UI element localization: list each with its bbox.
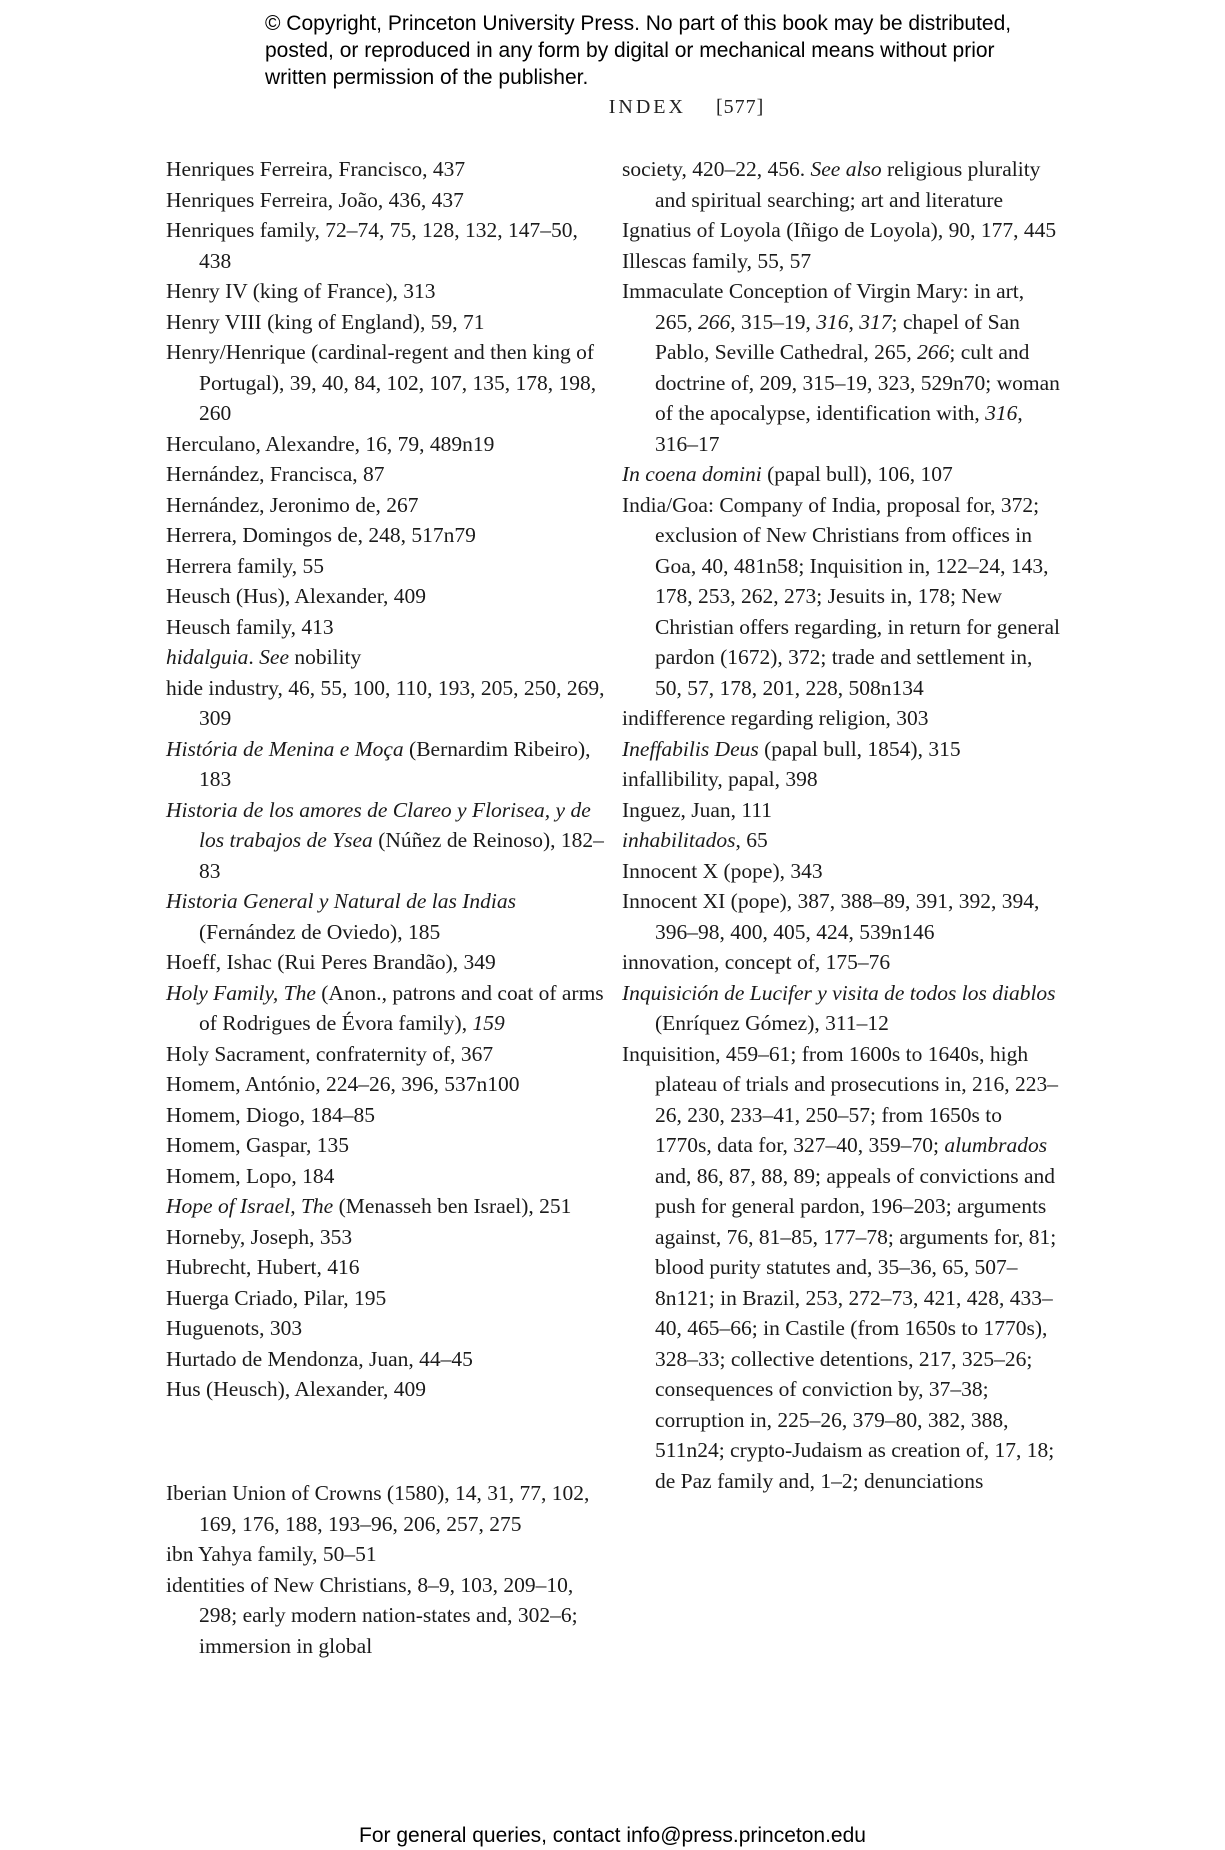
footer-contact: For general queries, contact info@press.princeton.edu xyxy=(359,1824,866,1847)
index-entry: India/Goa: Company of India, proposal for, 372; exclusion of New Christians from offices in Goa, 40, 481n58; Inquisition in, 122–24, 143, 178, 253, 262, 273; Jesuits in, 178; New Christian offers regarding, in return for general pardon (1672), 372; trade and settlement in, 50, 57, 178, 201, 228, 508n134 xyxy=(622,492,1060,700)
index-entry: Holy Family, The (Anon., patrons and coat of arms of Rodrigues de Évora family), 159 xyxy=(166,980,604,1035)
running-head-title: INDEX xyxy=(608,96,686,118)
index-entry: Herrera, Domingos de, 248, 517n79 xyxy=(166,523,476,547)
index-column-right xyxy=(622,154,1062,1496)
index-entry: society, 420–22, 456. See also religious plurality and spiritual searching; art and literature xyxy=(622,157,1041,212)
index-entry: Historia de los amores de Clareo y Florisea, y de los trabajos de Ysea (Núñez de Reinoso), 182–83 xyxy=(166,797,604,883)
index-entry: Holy Sacrament, confraternity of, 367 xyxy=(166,1041,494,1066)
index-entry: Illescas family, 55, 57 xyxy=(622,248,812,273)
index-entry: Homem, Diogo, 184–85 xyxy=(166,1102,376,1127)
index-entry: Inquisition, 459–61; from 1600s to 1640s, high plateau of trials and prosecutions in, 216, 223–26, 230, 233–41, 250–57; from 1650s to 1770s, data for, 327–40, 359–70; alumbrados and, 86, 87, 88, 89; appeals of convictions and push for general pardon, 196–203; arguments against, 76, 81–85, 177–78; arguments for, 81; blood purity statutes and, 35–36, 65, 507–8n121; in Brazil, 253, 272–73, 421, 428, 433–40, 465–66; in Castile (from 1650s to 1770s), 328–33; collective detentions, 217, 325–26; consequences of conviction by, 37–38; corruption in, 225–26, 379–80, 382, 388, 511n24; crypto-Judaism as creation of, 17, 18; de Paz family and, 1–2; denunciations xyxy=(622,1041,1059,1493)
letter-gap xyxy=(166,1426,606,1457)
index-entry: identities of New Christians, 8–9, 103, 209–10, 298; early modern nation-states and, 302–6; immersion in global xyxy=(166,1572,578,1658)
index-entry: Homem, António, 224–26, 396, 537n100 xyxy=(166,1072,520,1096)
index-entry: Innocent X (pope), 343 xyxy=(622,858,823,883)
index-entry: Innocent XI (pope), 387, 388–89, 391, 392, 394, 396–98, 400, 405, 424, 539n146 xyxy=(622,889,1040,944)
index-entry: Henriques family, 72–74, 75, 128, 132, 147–50, 438 xyxy=(166,218,578,273)
index-entry: Inguez, Juan, 111 xyxy=(622,797,773,822)
index-entry: inhabilitados, 65 xyxy=(622,828,768,852)
index-entry: Henry/Henrique (cardinal-regent and then king of Portugal), 39, 40, 84, 102, 107, 135, 178, 198, 260 xyxy=(166,340,597,425)
index-entry: Horneby, Joseph, 353 xyxy=(166,1224,353,1249)
index-entry: Henry VIII (king of England), 59, 71 xyxy=(166,309,485,334)
index-entry: Huguenots, 303 xyxy=(166,1316,303,1340)
index-column-left xyxy=(166,154,606,1661)
index-entry: Ineffabilis Deus (papal bull, 1854), 315 xyxy=(622,736,961,761)
index-entry: Hernández, Francisca, 87 xyxy=(166,462,385,486)
copyright-notice: © Copyright, Princeton University Press. No part of this book may be distributed, posted, or reproduced in any form by digital or mechanical means without prior written permission of the publisher. xyxy=(265,12,1012,89)
index-entry: Homem, Lopo, 184 xyxy=(166,1163,335,1188)
index-entry: Heusch family, 413 xyxy=(166,614,334,639)
index-entry: Huerga Criado, Pilar, 195 xyxy=(166,1285,387,1310)
index-entry: Hurtado de Mendonza, Juan, 44–45 xyxy=(166,1346,473,1371)
running-head xyxy=(0,96,1225,119)
index-entry: indifference regarding religion, 303 xyxy=(622,706,929,730)
index-entry: Heusch (Hus), Alexander, 409 xyxy=(166,584,427,608)
index-entry: Immaculate Conception of Virgin Mary: in art, 265, 266, 315–19, 316, 317; chapel of San Pablo, Seville Cathedral, 265, 266; cult and doctrine of, 209, 315–19, 323, 529n70; woman of the apocalypse, identification with, 316, 316–17 xyxy=(622,279,1060,456)
index-entry: ibn Yahya family, 50–51 xyxy=(166,1542,377,1566)
index-entry: Homem, Gaspar, 135 xyxy=(166,1133,350,1157)
index-entry: hide industry, 46, 55, 100, 110, 193, 205, 250, 269, 309 xyxy=(166,675,605,730)
index-entry: Henriques Ferreira, Francisco, 437 xyxy=(166,157,466,181)
index-entry: Henriques Ferreira, João, 436, 437 xyxy=(166,187,464,212)
index-entry: Iberian Union of Crowns (1580), 14, 31, 77, 102, 169, 176, 188, 193–96, 206, 257, 275 xyxy=(166,1481,590,1536)
index-entry: innovation, concept of, 175–76 xyxy=(622,950,891,974)
index-entry: hidalguia. See nobility xyxy=(166,645,362,669)
index-entry: Hoeff, Ishac (Rui Peres Brandão), 349 xyxy=(166,950,496,974)
index-entry: Historia General y Natural de las Indias (Fernández de Oviedo), 185 xyxy=(166,889,516,944)
page-number: [577] xyxy=(715,96,765,118)
index-entry: Inquisición de Lucifer y visita de todos los diablos (Enríquez Gómez), 311–12 xyxy=(622,980,1056,1035)
index-entry: Hubrecht, Hubert, 416 xyxy=(166,1255,360,1279)
index-entry: Hus (Heusch), Alexander, 409 xyxy=(166,1377,427,1401)
index-entry: Ignatius of Loyola (Iñigo de Loyola), 90, 177, 445 xyxy=(622,218,1057,242)
index-entry: Hope of Israel, The (Menasseh ben Israel), 251 xyxy=(166,1194,572,1218)
index-entry: Herrera family, 55 xyxy=(166,553,324,578)
index-entry: infallibility, papal, 398 xyxy=(622,767,818,791)
index-entry: In coena domini (papal bull), 106, 107 xyxy=(622,462,953,486)
index-entry: Hernández, Jeronimo de, 267 xyxy=(166,492,419,517)
index-entry: Herculano, Alexandre, 16, 79, 489n19 xyxy=(166,431,495,456)
index-entry: Henry IV (king of France), 313 xyxy=(166,279,436,303)
index-entry: História de Menina e Moça (Bernardim Ribeiro), 183 xyxy=(166,736,591,791)
